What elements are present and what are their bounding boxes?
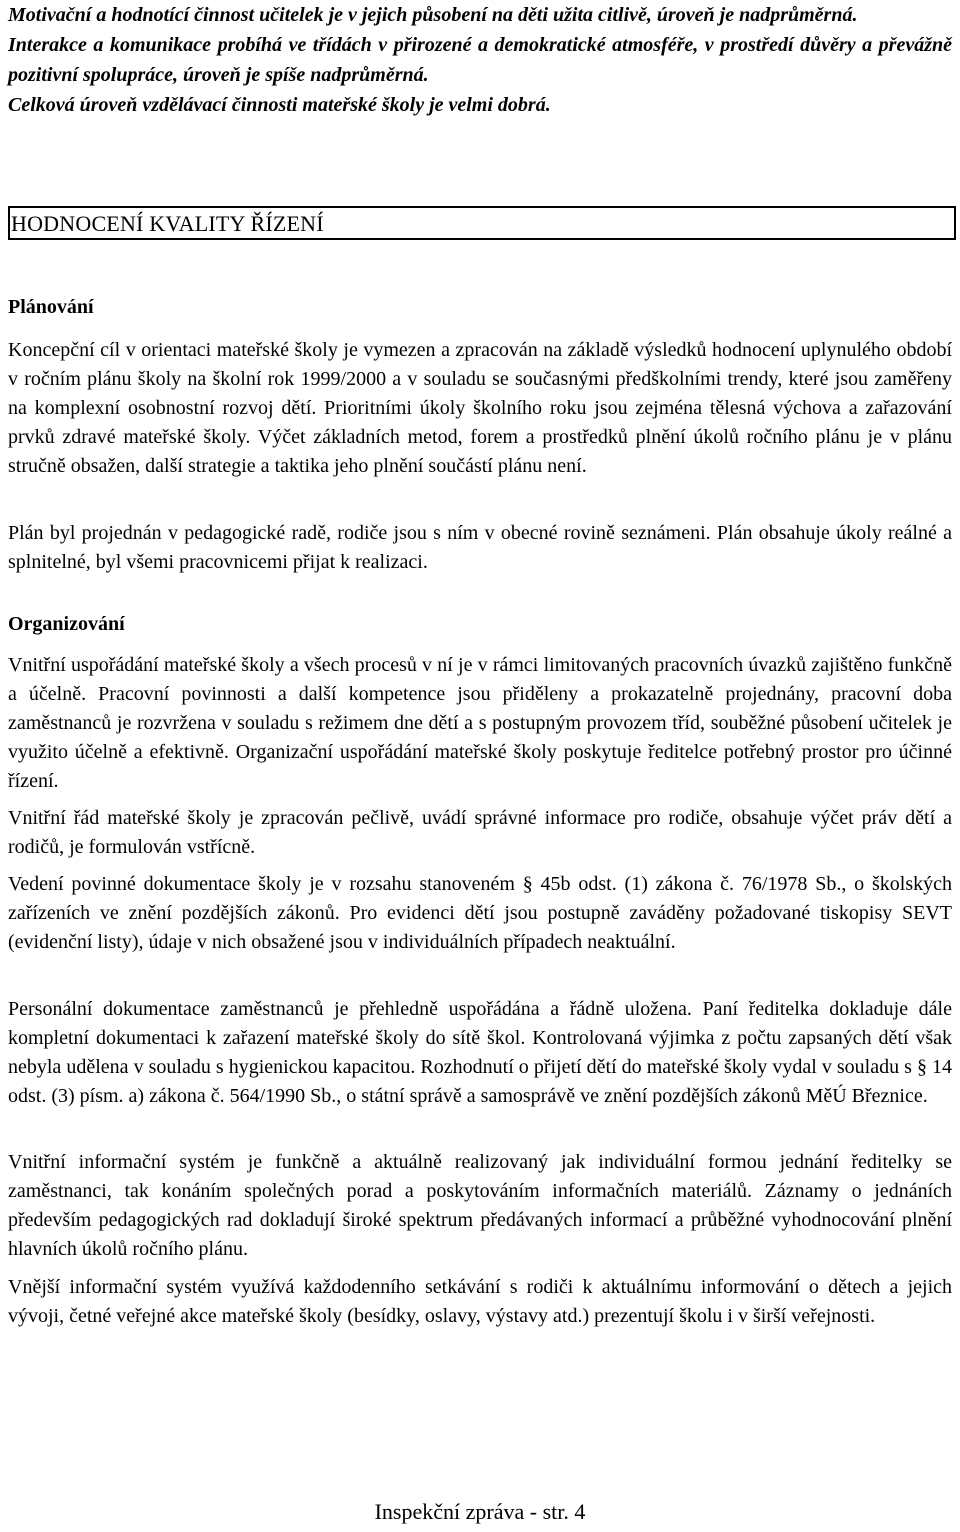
organizovani-paragraph-4: Personální dokumentace zaměstnanců je přehledně uspořádána a řádně uložena. Paní ředitelka dokladuje dále kompletní dokumentaci k zařazení mateřské školy do sítě škol. Kontrolovaná výjimka z počtu zapsaných dětí však nebyla udělena v souladu s hygienickou kapacitou. Rozhodnutí o přijetí dětí do mateřské školy vydal v souladu s § 14 odst. (3) písm. a) zákona č. 564/1990 Sb., o státní správě a samosprávě ve znění pozdějších zákonů MěÚ Březnice. xyxy=(8,998,952,1107)
section-title: HODNOCENÍ KVALITY ŘÍZENÍ xyxy=(11,211,324,236)
planovani-paragraph-1: Koncepční cíl v orientaci mateřské školy je vymezen a zpracován na základě výsledků hodnocení uplynulého období v ročním plánu školy na školní rok 1999/2000 a v souladu se současnými předškolními trendy, které jsou zaměřeny na komplexní osobnostní rozvoj dětí. Prioritními úkoly školního roku jsou zejména tělesná výchova a zařazování prvků zdravé mateřské školy. Výčet základních metod, forem a prostředků plnění úkolů ročního plánu je v plánu stručně obsažen, další strategie a taktika jeho plnění součástí plánu není. xyxy=(8,339,952,477)
organizovani-paragraph-3: Vedení povinné dokumentace školy je v rozsahu stanoveném § 45b odst. (1) zákona č. 76/1978 Sb., o školských zařízeních ve znění pozdějších zákonů. Pro evidenci dětí jsou postupně zaváděny požadované tiskopisy SEVT (evidenční listy), údaje v nich obsažené jsou v individuálních případech neaktuální. xyxy=(8,873,952,953)
organizovani-paragraph-6: Vnější informační systém využívá každodenního setkávání s rodiči k aktuálnímu informování o dětech a jejich vývoji, četné veřejné akce mateřské školy (besídky, oslavy, výstavy atd.) prezentují školu i v širší veřejnosti. xyxy=(8,1276,952,1327)
section-title-box xyxy=(8,206,956,240)
intro-line-interaction: Interakce a komunikace probíhá ve třídách v přirozené a demokratické atmosféře, v prostředí důvěry a převážně pozitivní spolupráce, úroveň je spíše nadprůměrná. xyxy=(8,34,952,86)
planovani-paragraph-2: Plán byl projednán v pedagogické radě, rodiče jsou s ním v obecné rovině seznámeni. Plán obsahuje úkoly reálné a splnitelné, byl všemi pracovnicemi přijat k realizaci. xyxy=(8,522,952,573)
heading-organizovani: Organizování xyxy=(8,613,125,635)
organizovani-paragraph-2: Vnitřní řád mateřské školy je zpracován pečlivě, uvádí správné informace pro rodiče, obsahuje výčet práv dětí a rodičů, je formulován vstřícně. xyxy=(8,807,952,858)
organizovani-paragraph-1: Vnitřní uspořádání mateřské školy a všech procesů v ní je v rámci limitovaných pracovních úvazků zajištěno funkčně a účelně. Pracovní povinnosti a další kompetence jsou přiděleny a prokazatelně projednány, pracovní doba zaměstnanců je rozvržena v souladu s režimem dne dětí a s postupným provozem tříd, souběžné působení učitelek je využito účelně a efektivně. Organizační uspořádání mateřské školy poskytuje ředitelce potřebný prostor pro účinné řízení. xyxy=(8,654,952,792)
page-footer: Inspekční zpráva - str. 4 xyxy=(374,1499,586,1524)
document-page xyxy=(8,0,952,1327)
organizovani-paragraph-5: Vnitřní informační systém je funkčně a aktuálně realizovaný jak individuální formou jednání ředitelky se zaměstnanci, tak konáním společných porad a poskytováním informačních materiálů. Záznamy o jednáních především pedagogických rad dokladují široké spektrum předávaných informací a průběžné vyhodnocování plnění hlavních úkolů ročního plánu. xyxy=(8,1151,952,1260)
intro-line-motivation: Motivační a hodnotící činnost učitelek je v jejich působení na děti užita citlivě, úroveň je nadprůměrná. xyxy=(8,4,858,26)
intro-block xyxy=(8,0,952,120)
heading-planovani: Plánování xyxy=(8,296,94,318)
intro-line-overall: Celková úroveň vzdělávací činnosti mateřské školy je velmi dobrá. xyxy=(8,94,551,116)
